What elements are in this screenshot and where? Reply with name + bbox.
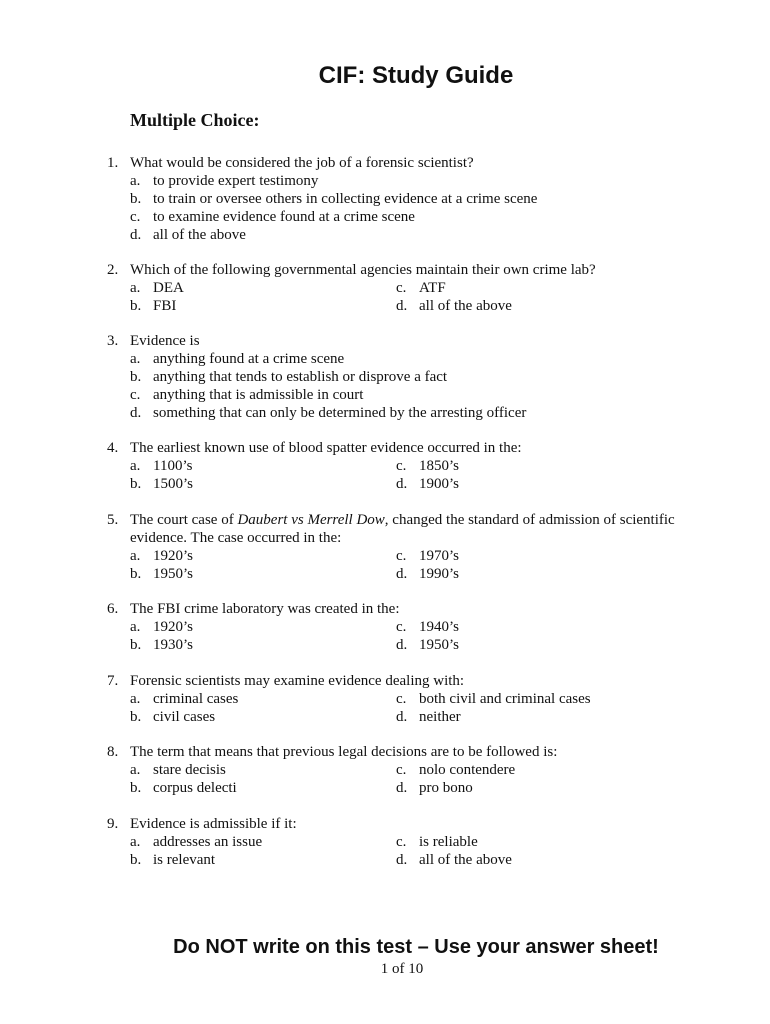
question-text: The earliest known use of blood spatter evidence occurred in the: [130,440,522,456]
question-number: 5. [107,512,119,528]
question-1: 1. What would be considered the job of a forensic scientist? a. to provide expert testimony b. to train or oversee others in collecting evidence at a crime scene c. to examine evidence found at a crime scene d. all of the above [107,155,538,243]
question-3: 3. Evidence is a. anything found at a crime scene b. anything that tends to establish or disprove a fact c. anything that is admissible in court d. something that can only be determined by the arresting officer [107,333,527,421]
question-text: What would be considered the job of a forensic scientist? [130,155,474,171]
case-name: Daubert vs Merrell Dow [237,512,385,528]
question-7: 7. Forensic scientists may examine evidence dealing with: a. criminal cases b. civil cases c. both civil and criminal cases d. neither [107,673,591,725]
question-number: 1. [107,155,119,171]
question-text: Forensic scientists may examine evidence dealing with: [130,673,465,689]
page-number: 1 of 10 [380,961,424,977]
question-text: The term that means that previous legal decisions are to be followed is: [130,744,558,760]
question-number: 3. [107,333,119,349]
question-number: 8. [107,744,119,760]
question-2: 2. Which of the following governmental agencies maintain their own crime lab? a. DEA b. FBI c. ATF d. all of the above [107,262,596,314]
question-text: The court case of Daubert vs Merrell Dow, changed the standard of admission of scientific [130,512,675,528]
question-8: 8. The term that means that previous legal decisions are to be followed is: a. stare decisis b. corpus delecti c. nolo contendere d. pro bono [107,744,558,796]
question-4: 4. The earliest known use of blood spatter evidence occurred in the: a. 1100’s b. 1500’s c. 1850’s d. 1900’s [107,440,522,492]
page-title: CIF: Study Guide [318,62,514,89]
question-6: 6. The FBI crime laboratory was created in the: a. 1920’s b. 1930’s c. 1940’s d. 1950’s [107,601,460,653]
question-text-line2: evidence. The case occurred in the: [130,530,342,546]
question-text: Evidence is [130,333,200,349]
footer-instruction: Do NOT write on this test – Use your answer sheet! [173,936,659,958]
question-5: 5. The court case of Daubert vs Merrell Dow, changed the standard of admission of scientific evidence. The case occurred in the: a. 1920’s b. 1950’s c. 1970’s d. 1990’s [107,512,675,582]
question-number: 9. [107,816,119,832]
question-9: 9. Evidence is admissible if it: a. addresses an issue b. is relevant c. is reliable d. all of the above [107,816,512,868]
question-number: 6. [107,601,119,617]
question-text: Which of the following governmental agencies maintain their own crime lab? [130,262,596,278]
section-heading: Multiple Choice: [130,110,260,130]
question-text: The FBI crime laboratory was created in the: [130,601,400,617]
question-text: Evidence is admissible if it: [130,816,297,832]
question-number: 2. [107,262,119,278]
question-number: 4. [107,440,119,456]
question-number: 7. [107,673,119,689]
